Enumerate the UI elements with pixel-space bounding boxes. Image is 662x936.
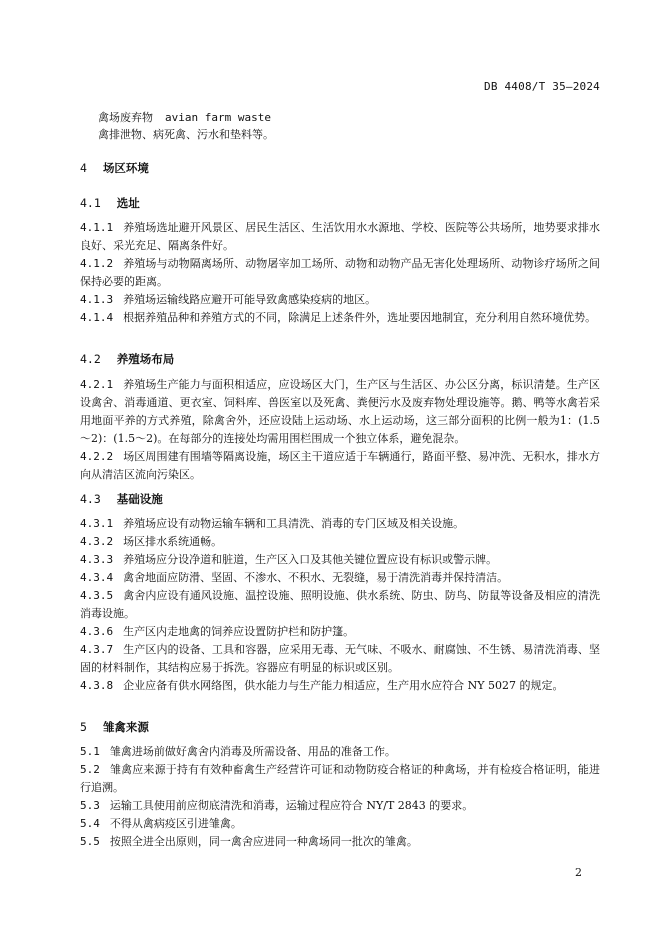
section-title: 雏禽来源 [102,720,149,734]
section-4-3-heading [80,491,163,507]
clause-4-3-2: 4.3.2 场区排水系统通畅。 [80,535,223,548]
clause-5-2: 5.2 雏禽应来源于持有有效种畜禽生产经营许可证和动物防疫合格证的种禽场，并有检疫合格证明，能进行追溯。 [80,763,600,794]
clause-5-3: 5.3 运输工具使用前应彻底清洗和消毒，运输过程应符合 NY/T 2843 的要求。 [80,799,474,812]
section-title: 选址 [116,196,140,210]
clause-4-3-3: 4.3.3 养殖场应分设净道和脏道，生产区入口及其他关键位置应设有标识或警示牌。 [80,553,498,566]
clause-4-3-7: 4.3.7 生产区内的设备、工具和容器，应采用无毒、无气味、不吸水、耐腐蚀、不生锈、易清洗消毒、坚固的材料制作，其结构应易于拆洗。容器应有明显的标识或区别。 [80,643,600,674]
term-en: avian farm waste [165,111,271,124]
clause-4-3-6: 4.3.6 生产区内走地禽的饲养应设置防护栏和防护篷。 [80,625,355,638]
section-number: 4.3 [80,492,101,506]
term-definition: 禽排泄物、病死禽、污水和垫料等。 [98,128,274,141]
section-5-heading [80,719,149,735]
term-zh: 禽场废弃物 [98,111,153,124]
section-4-heading [80,160,149,176]
section-number: 5 [80,720,87,734]
clause-5-5: 5.5 按照全进全出原则，同一禽舍应进同一种禽场同一批次的雏禽。 [80,835,418,848]
section-title: 场区环境 [102,161,149,175]
clause-4-1-4: 4.1.4 根据养殖品种和养殖方式的不同，除满足上述条件外，选址要因地制宜，充分利用自然环境优势。 [80,311,597,324]
clause-4-2-1: 4.2.1 养殖场生产能力与面积相适应，应设场区大门，生产区与生活区、办公区分离，标识清楚。生产区设禽舍、消毒通道、更衣室、饲料库、兽医室以及死禽、粪便污水及废弃物处理设施等。鹅、鸭等水禽若采用地面平养的方式养殖，除禽舍外，还应设陆上运动场、水上运动场，这三部分面积的比例一般为1：(1.5～2)：(1.5～2)。在每部分的连接处均需用围栏围成一个独立体系，避免混杂。 [80,378,600,445]
section-4-1-heading [80,195,140,211]
clause-5-4: 5.4 不得从禽病疫区引进雏禽。 [80,817,242,830]
page-number: 2 [575,866,582,879]
clause-4-3-5: 4.3.5 禽舍内应设有通风设施、温控设施、照明设施、供水系统、防虫、防鸟、防鼠等设备及相应的清洗消毒设施。 [80,589,600,620]
section-4-2-heading [80,351,174,367]
clause-4-1-1: 4.1.1 养殖场选址避开风景区、居民生活区、生活饮用水水源地、学校、医院等公共场所，地势要求排水良好、采光充足、隔离条件好。 [80,221,600,252]
standard-code: DB 4408/T 35—2024 [484,80,600,93]
clause-4-1-2: 4.1.2 养殖场与动物隔离场所、动物屠宰加工场所、动物和动物产品无害化处理场所、动物诊疗场所之间保持必要的距离。 [80,257,600,288]
section-number: 4.2 [80,352,101,366]
clause-4-3-1: 4.3.1 养殖场应设有动物运输车辆和工具清洗、消毒的专门区域及相关设施。 [80,517,465,530]
section-number: 4 [80,161,87,175]
section-number: 4.1 [80,196,101,210]
clause-4-3-4: 4.3.4 禽舍地面应防滑、坚固、不渗水、不积水、无裂缝，易于清洗消毒并保持清洁。 [80,571,509,584]
section-title: 基础设施 [116,492,163,506]
clause-4-3-8: 4.3.8 企业应备有供水网络图，供水能力与生产能力相适应，生产用水应符合 NY 5027 的规定。 [80,679,564,692]
section-title: 养殖场布局 [116,352,175,366]
clause-5-1: 5.1 雏禽进场前做好禽舍内消毒及所需设备、用品的准备工作。 [80,745,396,758]
clause-4-2-2: 4.2.2 场区周围建有围墙等隔离设施，场区主干道应适于车辆通行，路面平整、易冲洗、无积水，排水方向从清洁区流向污染区。 [80,450,600,481]
clause-4-1-3: 4.1.3 养殖场运输线路应避开可能导致禽感染疫病的地区。 [80,293,377,306]
term-heading [98,109,271,125]
